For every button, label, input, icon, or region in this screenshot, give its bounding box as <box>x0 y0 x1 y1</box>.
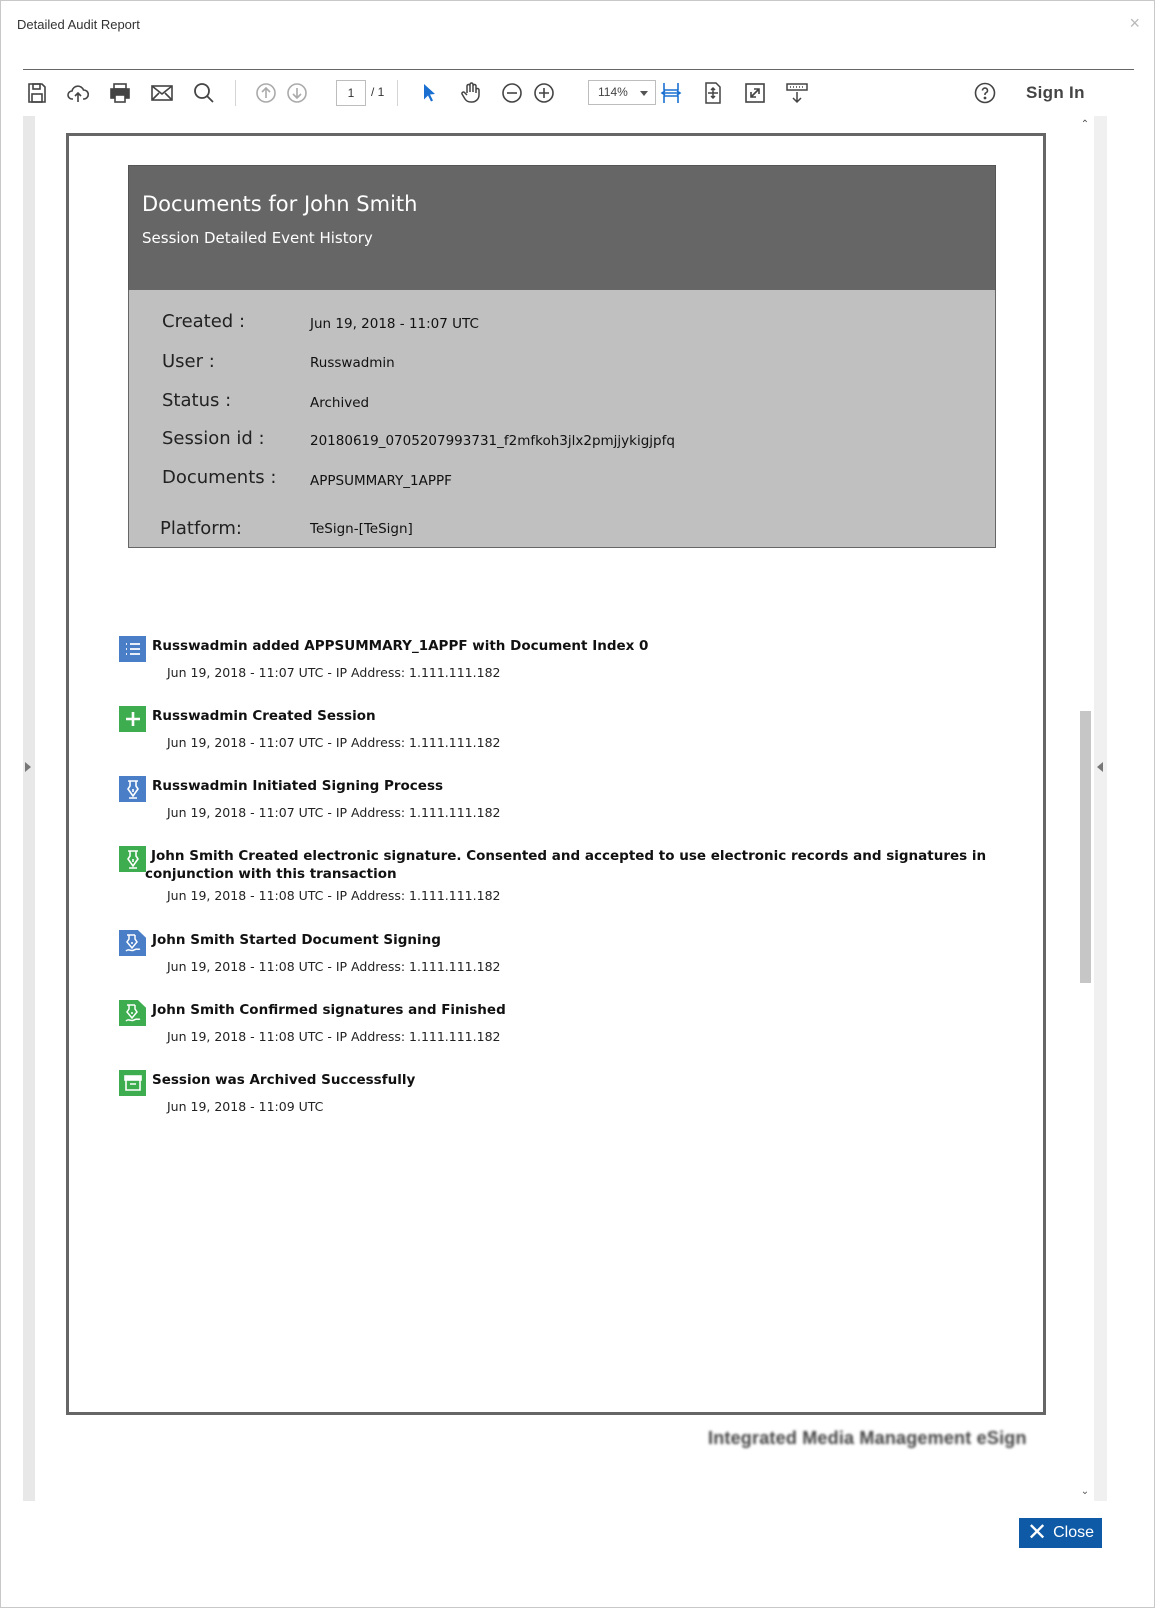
event-title: Russwadmin Created Session <box>152 708 376 724</box>
event-title: Russwadmin Initiated Signing Process <box>152 778 444 794</box>
close-button[interactable] <box>1019 1518 1102 1548</box>
pdf-toolbar <box>23 69 1134 116</box>
scrollbar-thumb[interactable] <box>1080 711 1091 983</box>
field-label: Session id : <box>162 428 265 449</box>
left-panel-toggle[interactable] <box>23 116 35 1501</box>
field-value: Jun 19, 2018 - 11:07 UTC <box>310 316 479 332</box>
chevron-up-icon[interactable]: ⌃ <box>1080 119 1090 130</box>
field-label: Documents : <box>162 467 277 488</box>
prev-page-icon[interactable] <box>252 79 280 107</box>
zoom-out-icon[interactable] <box>498 79 526 107</box>
hand-tool-icon[interactable] <box>457 79 485 107</box>
event-meta: Jun 19, 2018 - 11:08 UTC - IP Address: 1.111.111.182 <box>167 959 501 974</box>
search-icon[interactable] <box>190 79 218 107</box>
print-icon[interactable] <box>106 79 134 107</box>
chevron-left-icon <box>1097 762 1103 772</box>
download-icon[interactable] <box>783 79 811 107</box>
event-meta: Jun 19, 2018 - 11:07 UTC - IP Address: 1.111.111.182 <box>167 665 501 680</box>
zoom-select[interactable] <box>588 80 656 105</box>
pen-icon <box>119 846 146 872</box>
close-icon: ✕ <box>1026 1519 1048 1546</box>
report-subtitle: Session Detailed Event History <box>142 229 373 247</box>
vertical-scrollbar[interactable] <box>1077 116 1093 1501</box>
field-value: APPSUMMARY_1APPF <box>310 473 452 489</box>
pen-document-icon <box>119 1000 146 1026</box>
email-icon[interactable] <box>148 79 176 107</box>
event-meta: Jun 19, 2018 - 11:07 UTC - IP Address: 1.111.111.182 <box>167 805 501 820</box>
fit-page-icon[interactable] <box>699 79 727 107</box>
event-title: Session was Archived Successfully <box>152 1072 416 1088</box>
page-total: / 1 <box>371 85 385 99</box>
event-title: John Smith Confirmed signatures and Finished <box>152 1002 506 1018</box>
field-value: Archived <box>310 395 370 411</box>
report-header <box>128 165 996 292</box>
field-label: User : <box>162 351 215 372</box>
report-title: Documents for John Smith <box>142 192 418 216</box>
pen-icon <box>119 776 146 802</box>
close-button-label: Close <box>1053 1524 1094 1541</box>
right-panel-toggle[interactable] <box>1094 116 1107 1501</box>
event-meta: Jun 19, 2018 - 11:09 UTC <box>167 1099 324 1114</box>
chevron-down-icon[interactable]: ⌄ <box>1080 1486 1090 1497</box>
event-title: John Smith Created electronic signature. Consented and accepted to use electronic records and signatures in conjunction with this transaction <box>145 848 987 882</box>
field-label: Platform: <box>160 518 242 539</box>
event-title: John Smith Started Document Signing <box>152 932 441 948</box>
help-icon[interactable] <box>971 79 999 107</box>
field-label: Status : <box>162 390 232 411</box>
sign-in-button[interactable]: Sign In <box>1026 83 1085 102</box>
page-number-input[interactable]: 1 <box>336 80 366 106</box>
report-page <box>66 133 1046 1415</box>
footer-brand-logo: Integrated Media Management eSign <box>708 1428 1027 1448</box>
field-value: 20180619_0705207993731_f2mfkoh3jlx2pmjjykigjpfq <box>310 433 675 449</box>
upload-icon[interactable] <box>64 79 92 107</box>
field-value: Russwadmin <box>310 355 395 371</box>
chevron-right-icon <box>25 762 31 772</box>
archive-icon <box>119 1070 146 1096</box>
event-meta: Jun 19, 2018 - 11:08 UTC - IP Address: 1.111.111.182 <box>167 1029 501 1044</box>
event-meta: Jun 19, 2018 - 11:08 UTC - IP Address: 1.111.111.182 <box>167 888 501 903</box>
dialog-title: Detailed Audit Report <box>17 17 140 32</box>
dialog-close-icon[interactable]: × <box>1129 13 1140 33</box>
event-meta: Jun 19, 2018 - 11:07 UTC - IP Address: 1.111.111.182 <box>167 735 501 750</box>
field-label: Created : <box>162 311 246 332</box>
save-icon[interactable] <box>23 79 51 107</box>
event-title: Russwadmin added APPSUMMARY_1APPF with Document Index 0 <box>152 638 649 654</box>
chevron-down-icon <box>640 91 648 96</box>
zoom-value: 114% <box>598 85 628 99</box>
field-value: TeSign-[TeSign] <box>310 521 413 537</box>
session-info <box>128 290 996 548</box>
fullscreen-icon[interactable] <box>741 79 769 107</box>
zoom-in-icon[interactable] <box>530 79 558 107</box>
document-viewer <box>23 116 1134 1501</box>
fit-width-icon[interactable] <box>657 79 685 107</box>
select-cursor-icon[interactable] <box>415 79 443 107</box>
next-page-icon[interactable] <box>283 79 311 107</box>
list-icon <box>119 636 146 662</box>
pen-document-icon <box>119 930 146 956</box>
plus-icon <box>119 706 146 732</box>
